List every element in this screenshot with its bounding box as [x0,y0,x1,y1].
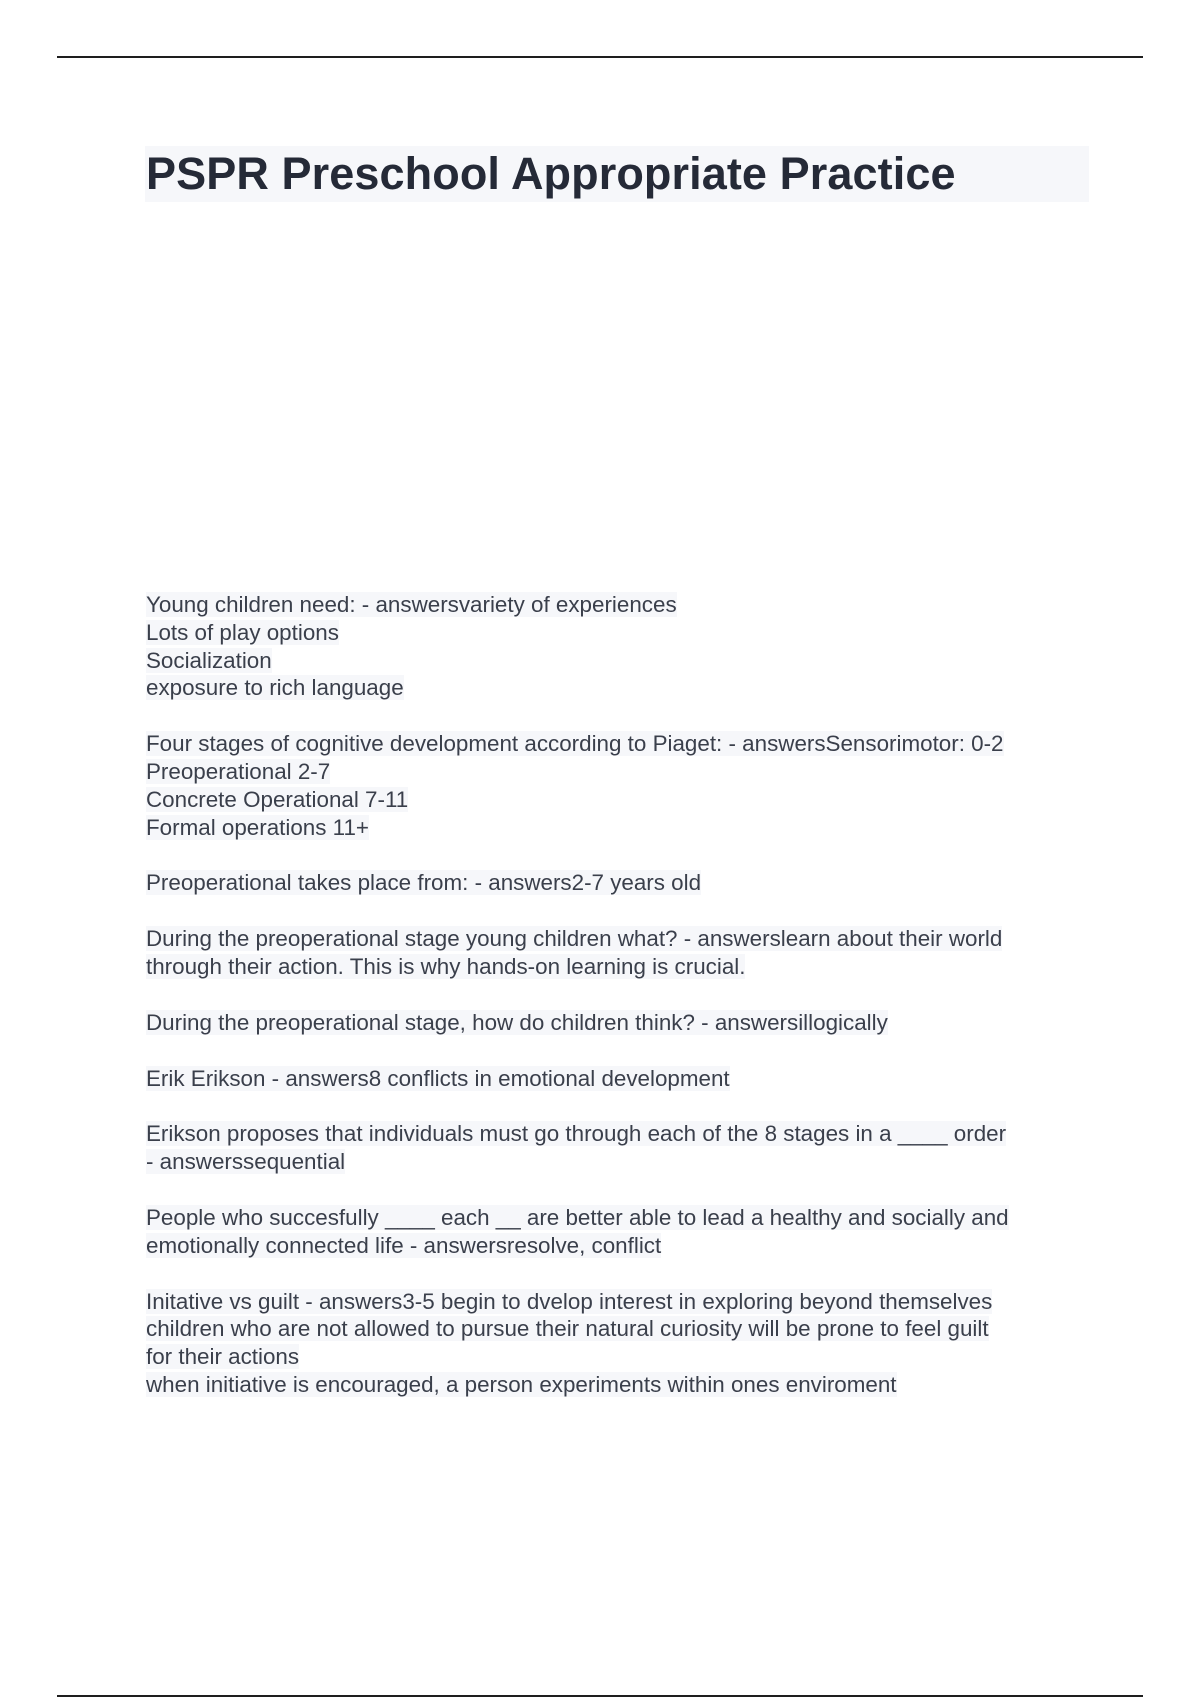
entry-line: when initiative is encouraged, a person experiments within ones enviroment [146,1371,897,1397]
entry-line: Formal operations 11+ [146,814,369,840]
qa-entry [146,1120,1086,1176]
page-title: PSPR Preschool Appropriate Practice [146,148,956,199]
qa-entry [146,1288,1086,1399]
flashcard-list [146,591,1086,1427]
entry-line: Initative vs guilt - answers3-5 begin to dvelop interest in exploring beyond themselves [146,1288,993,1314]
entry-line: Erikson proposes that individuals must go through each of the 8 stages in a ____ order [146,1121,1007,1147]
top-divider [57,56,1143,58]
entry-line: Socialization [146,647,272,673]
entry-line: emotionally connected life - answersresolve, conflict [146,1232,662,1258]
qa-entry [146,730,1086,841]
bottom-divider [57,1695,1143,1697]
entry-line: for their actions [146,1344,300,1370]
qa-entry [146,1204,1086,1260]
qa-entry [146,1009,1086,1037]
entry-line: - answerssequential [146,1149,346,1175]
qa-entry [146,869,1086,897]
entry-line: Preoperational takes place from: - answers2-7 years old [146,870,702,896]
entry-line: People who succesfully ____ each __ are better able to lead a healthy and socially and [146,1204,1009,1230]
entry-line: Concrete Operational 7-11 [146,786,409,812]
qa-entry [146,925,1086,981]
entry-line: Erik Erikson - answers8 conflicts in emotional development [146,1065,730,1091]
entry-line: Lots of play options [146,619,339,645]
entry-line: through their action. This is why hands-on learning is crucial. [146,953,746,979]
entry-line: Young children need: - answersvariety of experiences [146,592,677,617]
entry-line: children who are not allowed to pursue their natural curiosity will be prone to feel guilt [146,1316,989,1342]
qa-entry [146,591,1086,702]
entry-line: Preoperational 2-7 [146,758,331,784]
qa-entry [146,1065,1086,1093]
entry-line: During the preoperational stage, how do children think? - answersillogically [146,1009,888,1035]
entry-line: Four stages of cognitive development according to Piaget: - answersSensorimotor: 0-2 [146,731,1004,757]
entry-line: During the preoperational stage young children what? - answerslearn about their world [146,926,1003,952]
entry-line: exposure to rich language [146,675,404,701]
